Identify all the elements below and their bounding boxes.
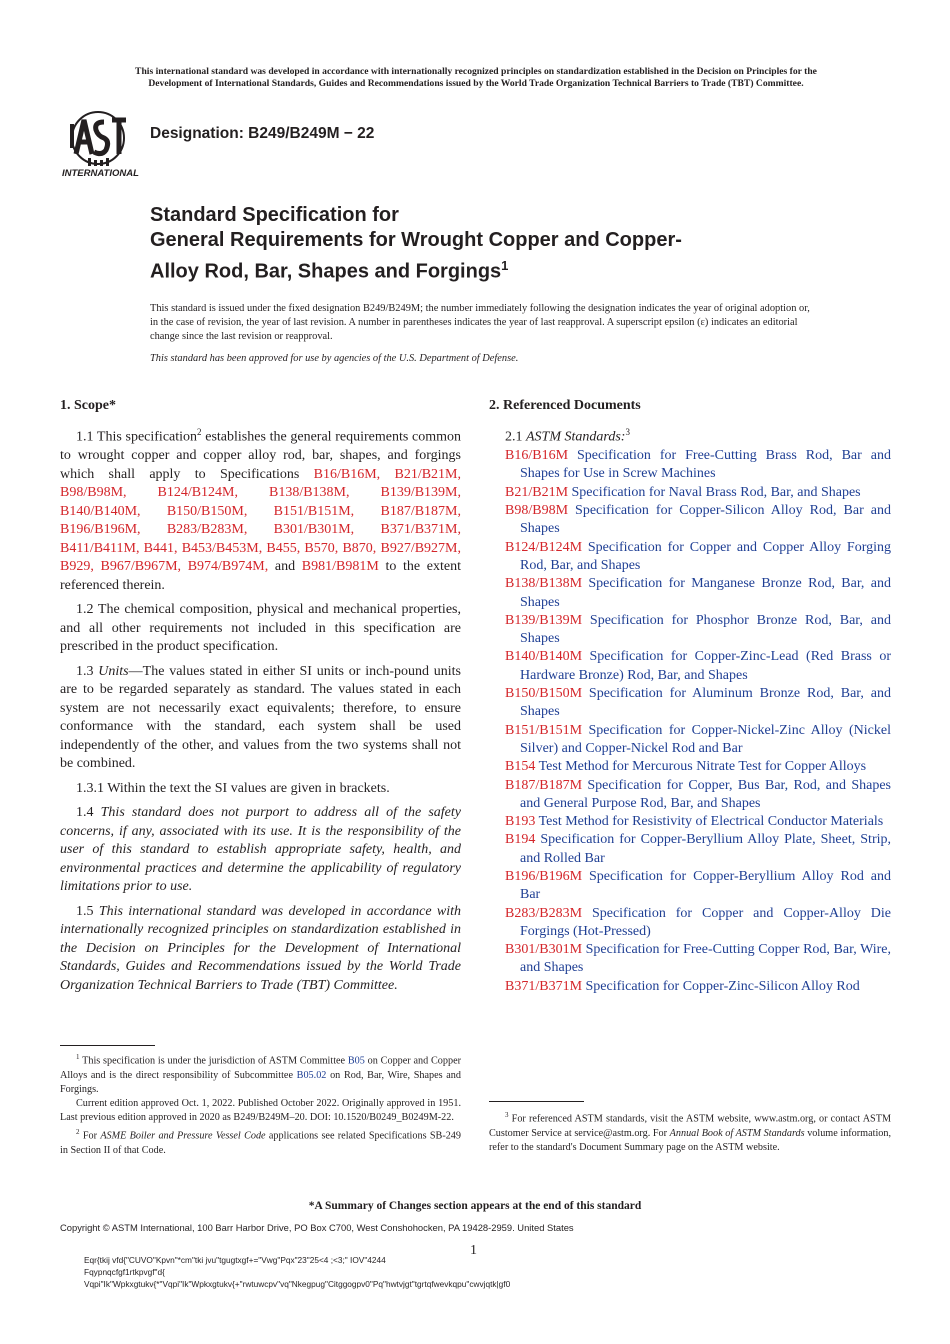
title-footnote-mark[interactable]: 1: [501, 258, 509, 273]
reference-code-link[interactable]: B150/B150M: [505, 686, 583, 702]
reference-item: [489, 905, 891, 942]
summary-of-changes-note: *A Summary of Changes section appears at the end of this standard: [308, 1200, 642, 1212]
reference-code-link[interactable]: B151/B151M: [505, 722, 583, 738]
scope-para-1-1: 1.1 This specification$^2$ establishes the general requirements common to wrought copper and copper alloy rod, bar, shapes, and forgings which shall apply to Specifications B16/B16M, B21/B21M, B98/B98M, B124/B124M, B138/B138M, B139/B139M, B140/B140M, B150/B150M, B151/B151M, B187/B187M, B196/B196M, B283/B283M, B301/B301M, B371/B371M, B411/B411M, B441, B453/B453M, B455, B570, B870, B927/B927M, B929, B967/B967M, B974/B974M, and B981/B981M to the extent referenced therein.: [60, 427, 462, 593]
reference-item: [489, 612, 891, 649]
reference-code-link[interactable]: B140/B140M: [505, 649, 583, 665]
reference-title: Specification for Copper-Silicon Alloy Rod, Bar and Shapes: [520, 503, 891, 537]
reference-code-link[interactable]: B138/B138M: [505, 576, 583, 592]
reference-title: Specification for Copper-Nickel-Zinc Alloy (Nickel Silver) and Copper-Nickel Rod and Bar: [520, 722, 891, 756]
reference-code-link[interactable]: B21/B21M: [505, 484, 569, 500]
reference-code-link[interactable]: B98/B98M: [505, 503, 569, 519]
reference-code-link[interactable]: B187/B187M: [505, 777, 583, 793]
reference-code-link[interactable]: B154: [505, 759, 536, 775]
scope-para-1-4: 1.4 This standard does not purport to address all of the safety concerns, if any, associated with its use. It is the responsibility of the user of this standard to establish appropriate safety, health, and environmental practices and determine the applicability of regulatory limitations prior to use.: [60, 805, 462, 895]
reference-item: [489, 502, 891, 539]
reference-title: Specification for Copper-Beryllium Alloy Rod and Bar: [520, 868, 891, 903]
reference-title: Specification for Naval Brass Rod, Bar, and Shapes: [568, 484, 861, 500]
scope-para-1-3-1: 1.3.1 Within the text the SI values are given in brackets.: [76, 780, 390, 796]
logo-text: INTERNATIONAL: [62, 168, 139, 179]
reference-title: Test Method for Mercurous Nitrate Test for Copper Alloys: [535, 759, 867, 775]
designation: Designation: B249/B249M − 22: [150, 125, 375, 142]
dod-approval-note: This standard has been approved for use by agencies of the U.S. Department of Defense.: [150, 353, 519, 364]
footnotes-left: [60, 1045, 461, 1158]
reference-title: Specification for Aluminum Bronze Rod, Bar, and Shapes: [520, 686, 891, 720]
reference-item: [489, 758, 891, 776]
footnote-2: $^2$ For ASME Boiler and Pressure Vessel Code applications see related Specifications SB-249 in Section II of that Code.: [60, 1128, 461, 1156]
reference-title: Specification for Free-Cutting Copper Rod, Bar, Wire, and Shapes: [520, 942, 891, 976]
reference-list: [489, 447, 891, 996]
spec-reference-links[interactable]: B16/B16M, B21/B21M, B98/B98M, B124/B124M, B138/B138M, B139/B139M, B140/B140M, B150/B150M, B151/B151M, B187/B187M, B196/B196M, B283/B283M, B301/B301M, B371/B371M, B411/B411M, B441, B453/B453M, B455, B570, B870, B927/B927M, B929, B967/B967M, B974/B974M,: [60, 466, 462, 575]
scope-para-1-2: 1.2 The chemical composition, physical and mechanical properties, and all other requirements not included in this specification are prescribed in the product specification.: [60, 602, 461, 655]
reference-item: [489, 978, 891, 996]
title-line-1: Standard Specification for: [150, 204, 399, 226]
license-line-3: Vqpi"Ik"Wpkxgtukv{*"Vqpi"Ik"Wpkxgtukv{+"rwtuwcpv"vq"Nkegpug"Citggogpv0"Pq"hwtvjgt"tgrtqfwevkqpu"cwvjqtk|gf0: [84, 1279, 511, 1289]
reference-code-link[interactable]: B196/B196M: [505, 868, 583, 884]
referenced-documents-section: [489, 398, 891, 996]
reference-title: Specification for Manganese Bronze Rod, Bar, and Shapes: [520, 576, 891, 610]
subcommittee-b0502-link[interactable]: B05.02: [296, 1069, 327, 1081]
reference-item: [489, 868, 891, 905]
reference-title: Specification for Copper-Beryllium Alloy Plate, Sheet, Strip, and Rolled Bar: [520, 832, 891, 866]
reference-title: Specification for Copper and Copper Alloy Forging Rod, Bar, and Shapes: [520, 539, 891, 573]
tbt-notice-line-1: This international standard was developed in accordance with internationally recognized principles on standardization established in the Decision on Principles for the: [135, 66, 817, 77]
footnote-rule: [489, 1101, 584, 1102]
astm-logo-icon: [60, 108, 144, 180]
license-watermark: [84, 1254, 510, 1290]
footnote-rule: [60, 1045, 155, 1046]
reference-title: Specification for Copper-Zinc-Lead (Red Brass or Hardware Bronze) Rod, Bar, and Shapes: [520, 649, 891, 683]
footnote-3: $^3$ For referenced ASTM standards, visit the ASTM website, www.astm.org, or contact ASTM Customer Service at service@astm.org. For Annual Book of ASTM Standards volume information, refer to the standard's Document Summary page on the ASTM website.: [489, 1111, 892, 1153]
spec-reference-link-b981[interactable]: B981/B981M: [301, 559, 379, 575]
reference-code-link[interactable]: B139/B139M: [505, 612, 583, 628]
reference-item: [489, 685, 891, 722]
title-line-2: General Requirements for Wrought Copper and Copper-: [150, 229, 682, 251]
footnotes-right: [489, 1101, 891, 1155]
scope-section: [60, 398, 461, 1001]
reference-code-link[interactable]: B16/B16M: [505, 448, 569, 464]
astm-standards-subheading: 2.1 ASTM Standards:$^3$: [505, 427, 630, 445]
reference-title: Test Method for Resistivity of Electrical Conductor Materials: [535, 814, 884, 830]
tbt-notice: [60, 66, 892, 90]
issuance-note: This standard is issued under the fixed designation B249/B249M; the number immediately following the designation indicates the year of original adoption or, in the case of revision, the year of last revision. A number in parentheses indicates the year of last reapproval. A superscript epsilon (ε) indicates an editorial change since the last revision or reapproval.: [150, 303, 810, 342]
reference-title: Specification for Copper, Bus Bar, Rod, and Shapes and General Purpose Rod, Bar, and Shapes: [520, 777, 891, 811]
reference-item: [489, 575, 891, 612]
reference-code-link[interactable]: B124/B124M: [505, 539, 583, 555]
scope-para-1-5: 1.5 This international standard was developed in accordance with internationally recognized principles on standardization established in the Decision on Principles for the Development of International Standards, Guides and Recommendations issued by the World Trade Organization Technical Barriers to Trade (TBT) Committee.: [60, 903, 462, 993]
license-line-1: Eqr{tkij vfd{"CUVO"Kpvn"*cm"tki jvu"tgugtxgf+="Vwg"Pqx"23"25<4 ;<3;" IOV"4244: [84, 1255, 386, 1265]
reference-title: Specification for Phosphor Bronze Rod, Bar, and Shapes: [520, 612, 891, 647]
reference-code-link[interactable]: B283/B283M: [505, 905, 583, 921]
reference-item: [489, 648, 891, 685]
reference-item: [489, 831, 891, 868]
reference-code-link[interactable]: B194: [505, 832, 536, 848]
reference-title: Specification for Copper and Copper-Alloy Die Forgings (Hot-Pressed): [520, 905, 891, 939]
page-number: 1: [470, 1243, 477, 1258]
reference-item: [489, 484, 891, 502]
reference-code-link[interactable]: B301/B301M: [505, 942, 583, 958]
tbt-notice-line-2: Development of International Standards, Guides and Recommendations issued by the World Trade Organization Technical Barriers to Trade (TBT) Committee.: [148, 78, 804, 89]
copyright-line: Copyright © ASTM International, 100 Barr Harbor Drive, PO Box C700, West Conshohocken, PA 19428-2959. United States: [60, 1222, 574, 1233]
reference-title: Specification for Free-Cutting Brass Rod, Bar and Shapes for Use in Screw Machines: [520, 448, 891, 482]
footnote-1: $^1$ This specification is under the jurisdiction of ASTM Committee B05 on Copper and Copper Alloys and is the direct responsibility of Subcommittee B05.02 on Rod, Bar, Wire, Shapes and Forgings.: [60, 1053, 461, 1095]
scope-para-1-3: 1.3 Units—The values stated in either SI units or inch-pound units are to be regarded separately as standard. The values stated in each system are not necessarily exact equivalents; therefore, to ensure conformance with the standard, each system shall be used independently of the other, and values from the two systems shall not be combined.: [60, 663, 462, 772]
reference-item: [489, 777, 891, 814]
license-line-2: Fqypnqcfgf1rtkpvgf"d{: [84, 1267, 165, 1277]
edition-note: Current edition approved Oct. 1, 2022. Published October 2022. Originally approved in 1951. Last previous edition approved in 2020 as B249/B249M–20. DOI: 10.1520/B0249_B0249M-22.: [60, 1098, 461, 1124]
scope-heading: 1. Scope*: [60, 398, 116, 413]
reference-item: [489, 941, 891, 978]
reference-item: [489, 722, 891, 759]
reference-item: [489, 539, 891, 576]
title-line-3: Alloy Rod, Bar, Shapes and Forgings$^1$: [150, 258, 509, 283]
reference-item: [489, 813, 891, 831]
committee-b05-link[interactable]: B05: [347, 1055, 365, 1067]
reference-code-link[interactable]: B371/B371M: [505, 978, 583, 994]
reference-item: [489, 447, 891, 484]
references-heading: 2. Referenced Documents: [489, 398, 641, 413]
document-title: [150, 203, 850, 285]
reference-title: Specification for Copper-Zinc-Silicon Alloy Rod: [582, 978, 860, 994]
reference-code-link[interactable]: B193: [505, 814, 536, 830]
